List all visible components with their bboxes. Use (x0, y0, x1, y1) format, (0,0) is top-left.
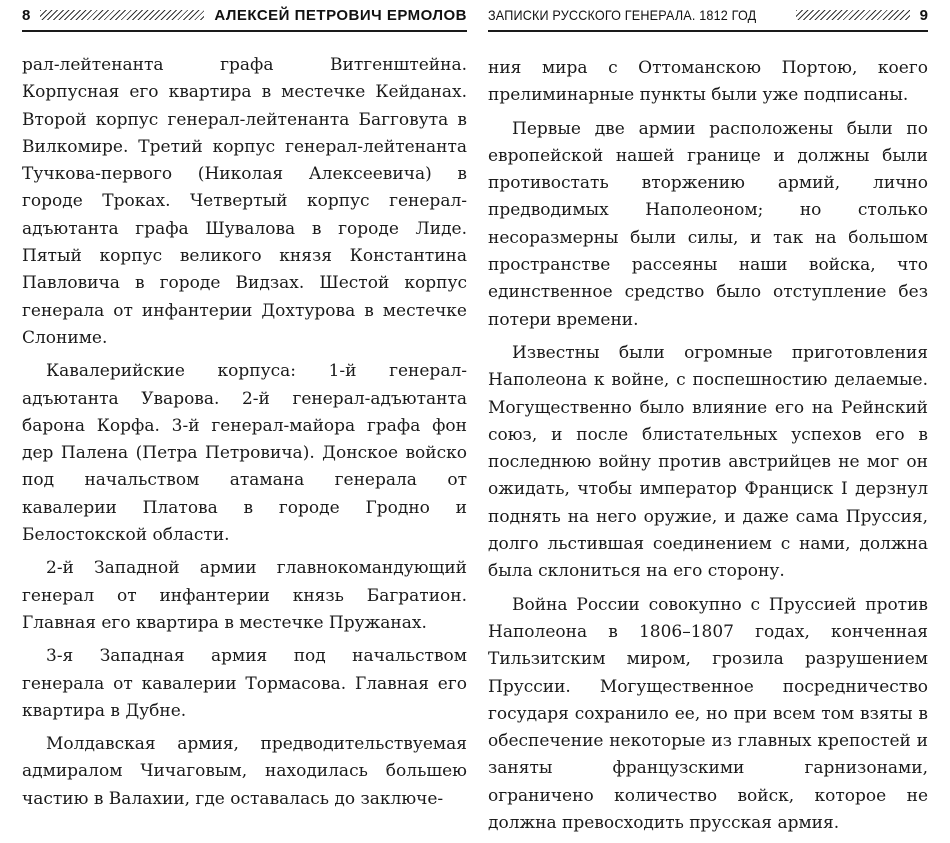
header-hatch-ornament (40, 10, 204, 20)
right-running-head: ЗАПИСКИ РУССКОГО ГЕНЕРАЛА. 1812 ГОД (488, 7, 757, 23)
paragraph: 3-я Западная армия под начальством генерала от кавалерии Тормасова. Главная его квартира в Дубне. (22, 646, 467, 721)
left-page-header (22, 0, 467, 30)
paragraph: Известны были огромные приготовления Наполеона к войне, с поспешностию делаемые. Могущественно было влияние его на Рейнский союз, и после блистательных успехов его в последнюю войну против австрийцев не мог он ожидать, чтобы император Франциск I дерзнул поднять на него оружие, и даже сама Пруссия, долго льстившая соединением с нами, должна была склониться на его сторону. (488, 342, 928, 582)
left-header-rule (22, 30, 467, 32)
header-hatch-ornament (796, 10, 909, 20)
paragraph: Война России совокупно с Пруссией против Наполеона в 1806–1807 годах, конченная Тильзитским миром, грозила разрушением Пруссии. Могущественное посредничество государя сохранило ее, но при всем том взяты в обеспечение некоторые из главных крепостей и заняты французскими гарнизонами, ограничено количество войск, которое не должна превосходить прусская армия. (488, 594, 928, 834)
left-page (22, 0, 467, 809)
paragraph: Первые две армии расположены были по европейской нашей границе и должны были противостать вторжению армий, лично предводимых Наполеоном; но столько несоразмерны были силы, и так на большом пространстве рассеяны наши войска, что единственное средство было отступление без потери времени. (488, 118, 928, 330)
left-page-text (22, 52, 467, 819)
left-page-number: 8 (22, 6, 31, 24)
right-page-header (488, 0, 928, 30)
right-page (488, 0, 928, 834)
paragraph: рал-лейтенанта графа Витгенштейна. Корпусная его квартира в местечке Кейданах. Второй корпус генерал-лейтенанта Багговута в Вилкомире. Третий корпус генерал-лейтенанта Тучкова-первого (Николая Алексеевича) в городе Троках. Четвертый корпус генерал-адъютанта графа Шувалова в городе Лиде. Пятый корпус великого князя Константина Павловича в городе Видзах. Шестой корпус генерала от инфантерии Дохтурова в местечке Слониме. (22, 55, 467, 348)
paragraph: Молдавская армия, предводительствуемая адмиралом Чичаговым, находилась большею частию в Валахии, где оставалась до заключе- (22, 734, 467, 809)
paragraph: 2-й Западной армии главнокомандующий генерал от инфантерии князь Багратион. Главная его квартира в местечке Пружанах. (22, 558, 467, 633)
right-header-rule (488, 30, 928, 32)
right-page-number: 9 (919, 6, 928, 24)
right-page-text (488, 55, 928, 843)
paragraph: Кавалерийские корпуса: 1-й генерал-адъютанта Уварова. 2-й генерал-адъютанта барона Корфа. 3-й генерал-майора графа фон дер Палена (Петра Петровича). Донское войско под начальством атамана генерала от кавалерии Платова в городе Гродно и Белостокской области. (22, 361, 467, 546)
paragraph: ния мира с Оттоманскою Портою, коего прелиминарные пункты были уже подписаны. (488, 58, 928, 106)
left-running-head: АЛЕКСЕЙ ПЕТРОВИЧ ЕРМОЛОВ (214, 6, 467, 24)
